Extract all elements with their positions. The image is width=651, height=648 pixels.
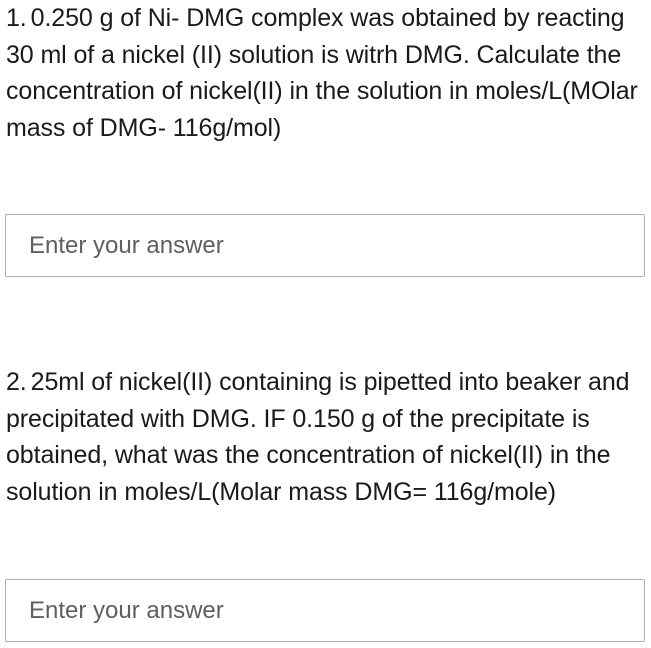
question-1: [6, 0, 646, 146]
question-2: [6, 364, 646, 510]
question-1-text: 0.250 g of Ni- DMG complex was obtained by reacting 30 ml of a nickel (II) solution is witrh DMG. Calculate the concentration of nickel(II) in the solution in moles/L(MOlar mass of DMG- 116g/mol): [6, 4, 638, 142]
question-2-answer-box[interactable]: [5, 579, 645, 642]
question-2-number: 2.: [6, 368, 27, 396]
question-1-number: 1.: [6, 4, 27, 32]
question-2-text: 25ml of nickel(II) containing is pipetted into beaker and precipitated with DMG. IF 0.150 g of the precipitate is obtained, what was the concentration of nickel(II) in the solution in moles/L(Molar mass DMG= 116g/mole): [6, 368, 630, 506]
question-2-answer-input[interactable]: [6, 580, 644, 641]
question-1-answer-input[interactable]: [6, 215, 644, 276]
question-1-answer-box[interactable]: [5, 214, 645, 277]
